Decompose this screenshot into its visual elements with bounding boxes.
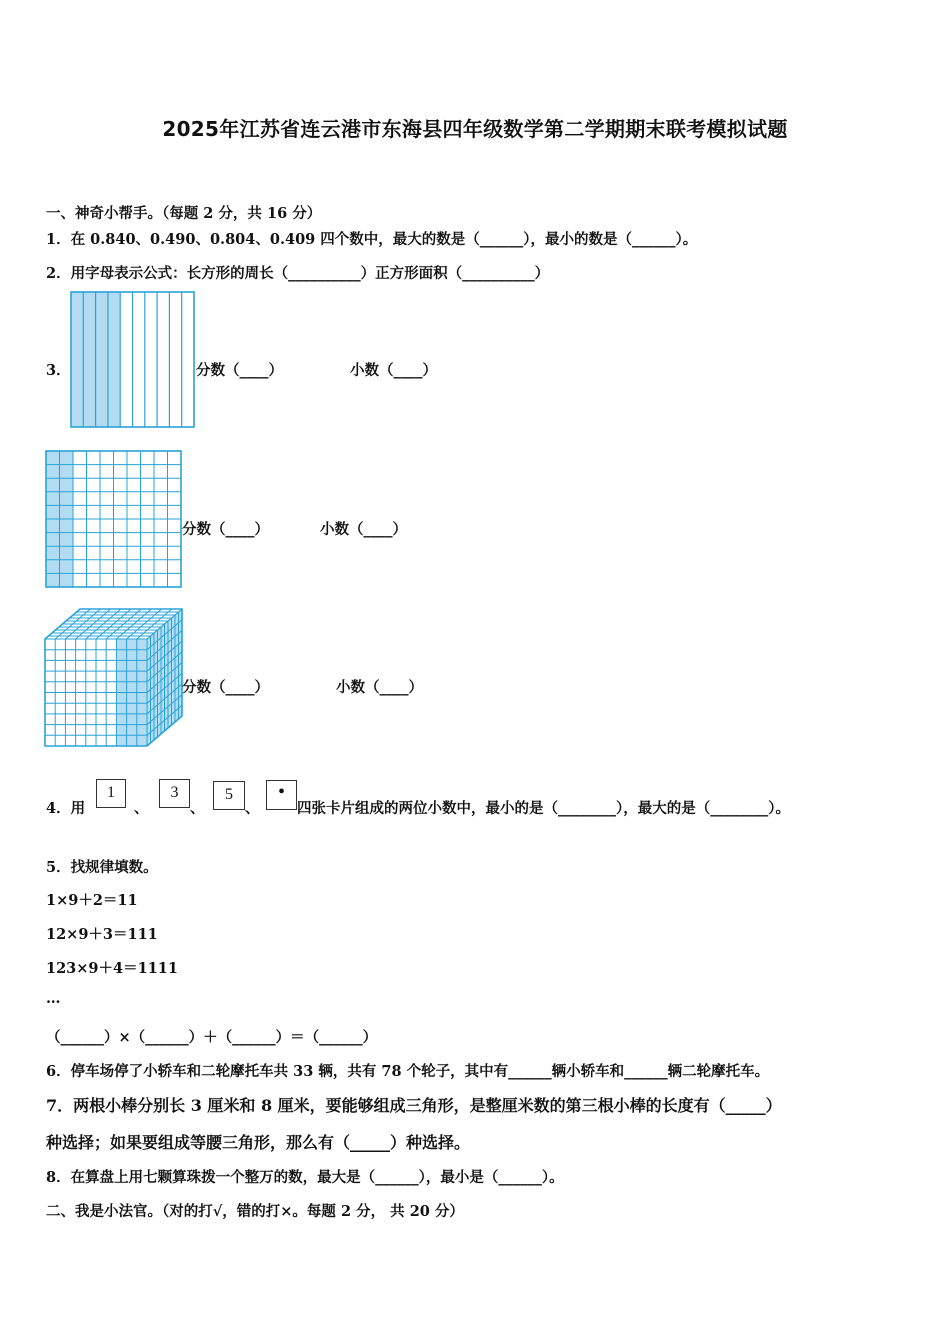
q4-separator: 、 <box>245 800 260 817</box>
thousandths-cube-figure <box>44 607 184 749</box>
q3-row3-decimal: 小数（____） <box>336 679 423 696</box>
question-4-text: 四张卡片组成的两位小数中，最小的是（________），最大的是（________）。 <box>297 800 790 817</box>
tenths-strip-figure <box>70 291 196 429</box>
decimal-point-card: • <box>266 780 297 810</box>
q3-row2-fraction: 分数（____） <box>182 521 269 538</box>
question-7-line-1: 7．两根小棒分别长 3 厘米和 8 厘米，要能够组成三角形，是整厘米数的第三根小棒的长度有（_____） <box>46 1096 782 1115</box>
number-card-3: 3 <box>159 779 190 808</box>
question-5-heading: 5．找规律填数。 <box>46 859 158 876</box>
question-4-prefix: 4．用 <box>46 800 86 817</box>
question-3-number: 3． <box>46 362 71 379</box>
q3-row3-fraction: 分数（____） <box>182 679 269 696</box>
q3-row2-decimal: 小数（____） <box>320 521 407 538</box>
pattern-blank-line: （______）×（______）＋（______）＝（______） <box>46 1029 378 1046</box>
pattern-ellipsis: … <box>46 990 61 1007</box>
section2-heading: 二、我是小法官。（对的打√，错的打×。每题 2 分， 共 20 分） <box>46 1203 464 1220</box>
pattern-line-3: 123×9＋4＝1111 <box>46 960 178 977</box>
page-title: 2025年江苏省连云港市东海县四年级数学第二学期期末联考模拟试题 <box>162 117 788 141</box>
section1-heading: 一、神奇小帮手。（每题 2 分，共 16 分） <box>46 205 322 222</box>
number-card-1: 1 <box>96 779 126 808</box>
question-1: 1．在 0.840、0.490、0.804、0.409 四个数中，最大的数是（______），最小的数是（______）。 <box>46 231 698 248</box>
q3-row1-fraction: 分数（____） <box>196 362 283 379</box>
hundredths-grid-figure <box>45 450 183 589</box>
pattern-line-1: 1×9＋2＝11 <box>46 892 138 909</box>
question-7-line-2: 种选择；如果要组成等腰三角形，那么有（_____）种选择。 <box>46 1133 471 1152</box>
q3-row1-decimal: 小数（____） <box>350 362 437 379</box>
question-2: 2．用字母表示公式：长方形的周长（__________）正方形面积（__________） <box>46 265 550 282</box>
question-6: 6．停车场停了小轿车和二轮摩托车共 33 辆，共有 78 个轮子，其中有______辆小轿车和______辆二轮摩托车。 <box>46 1063 770 1080</box>
question-8: 8．在算盘上用七颗算珠拨一个整万的数，最大是（______），最小是（______）。 <box>46 1169 564 1186</box>
pattern-line-2: 12×9＋3＝111 <box>46 926 158 943</box>
number-card-5: 5 <box>213 781 245 810</box>
q4-separator: 、 <box>190 800 205 817</box>
q4-separator: 、 <box>134 800 149 817</box>
